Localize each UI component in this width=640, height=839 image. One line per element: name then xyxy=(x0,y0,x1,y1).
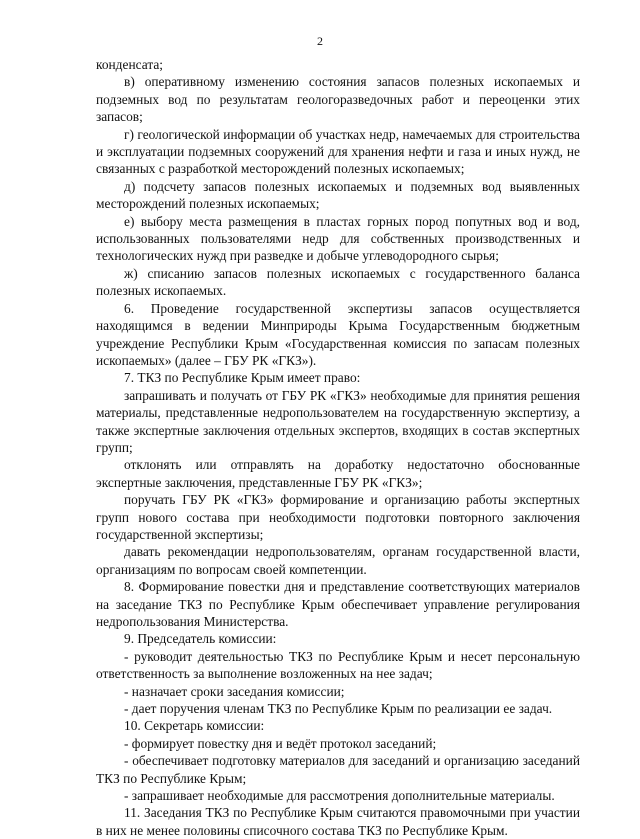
paragraph: отклонять или отправлять на доработку недостаточно обоснованные экспертные заключения, представленные ГБУ РК «ГКЗ»; xyxy=(96,457,580,490)
document-body xyxy=(96,56,580,839)
paragraph: - назначает сроки заседания комиссии; xyxy=(124,683,345,699)
paragraph: поручать ГБУ РК «ГКЗ» формирование и организацию работы экспертных групп нового состава при необходимости подготовки повторного заключения государственной экспертизы; xyxy=(96,492,580,542)
paragraph: 7. ТКЗ по Республике Крым имеет право: xyxy=(124,370,361,386)
paragraph: - дает поручения членам ТКЗ по Республике Крым по реализации ее задач. xyxy=(124,701,553,717)
paragraph: 11. Заседания ТКЗ по Республике Крым считаются правомочными при участии в них не менее половины списочного состава ТКЗ по Республике Крым. xyxy=(96,805,580,838)
paragraph: ж) списанию запасов полезных ископаемых с государственного баланса полезных ископаемых. xyxy=(96,265,580,299)
paragraph: конденсата; xyxy=(96,57,163,72)
paragraph: - формирует повестку дня и ведёт протокол заседаний; xyxy=(124,735,437,751)
paragraph: в) оперативному изменению состояния запасов полезных ископаемых и подземных вод по результатам геологоразведочных работ и переоценки этих запасов; xyxy=(96,74,580,125)
paragraph: 10. Секретарь комиссии: xyxy=(124,718,265,734)
paragraph: - обеспечивает подготовку материалов для заседаний и организацию заседаний ТКЗ по Республике Крым; xyxy=(96,753,580,786)
paragraph: запрашивать и получать от ГБУ РК «ГКЗ» необходимые для принятия решения материалы, представленные недропользователем на государственную экспертизу, а также экспертные заключения отдельных экспертов, входящих в состав экспертных групп; xyxy=(96,387,580,455)
paragraph: е) выбору места размещения в пластах горных пород попутных вод и вод, использованных пользователями недр для собственных производственных и технологических нужд при разведке и добыче углеводородного сырья; xyxy=(96,213,580,264)
page-number: 2 xyxy=(317,34,323,48)
paragraph: 9. Председатель комиссии: xyxy=(124,631,277,647)
paragraph: г) геологической информации об участках недр, намечаемых для строительства и эксплуатации подземных сооружений для хранения нефти и газа и иных нужд, не связанных с разработкой месторождений полезных ископаемых; xyxy=(96,126,580,177)
paragraph: д) подсчету запасов полезных ископаемых и подземных вод выявленных месторождений полезных ископаемых; xyxy=(96,178,580,212)
paragraph: - запрашивает необходимые для рассмотрения дополнительные материалы. xyxy=(124,788,555,804)
paragraph: 6. Проведение государственной экспертизы запасов осуществляется находящимся в ведении Минприроды Крыма Государственным бюджетным учреждение Республики Крым «Государственная комиссия по запасам полезных ископаемых» (далее – ГБУ РК «ГКЗ»). xyxy=(96,300,580,368)
paragraph: давать рекомендации недропользователям, органам государственной власти, организациям по вопросам своей компетенции. xyxy=(96,544,580,577)
paragraph: 8. Формирование повестки дня и представление соответствующих материалов на заседание ТКЗ по Республике Крым обеспечивает управление регулирования недропользования Министерства. xyxy=(96,579,580,629)
paragraph: - руководит деятельностью ТКЗ по Республике Крым и несет персональную ответственность за выполнение возложенных на нее задач; xyxy=(96,648,580,682)
